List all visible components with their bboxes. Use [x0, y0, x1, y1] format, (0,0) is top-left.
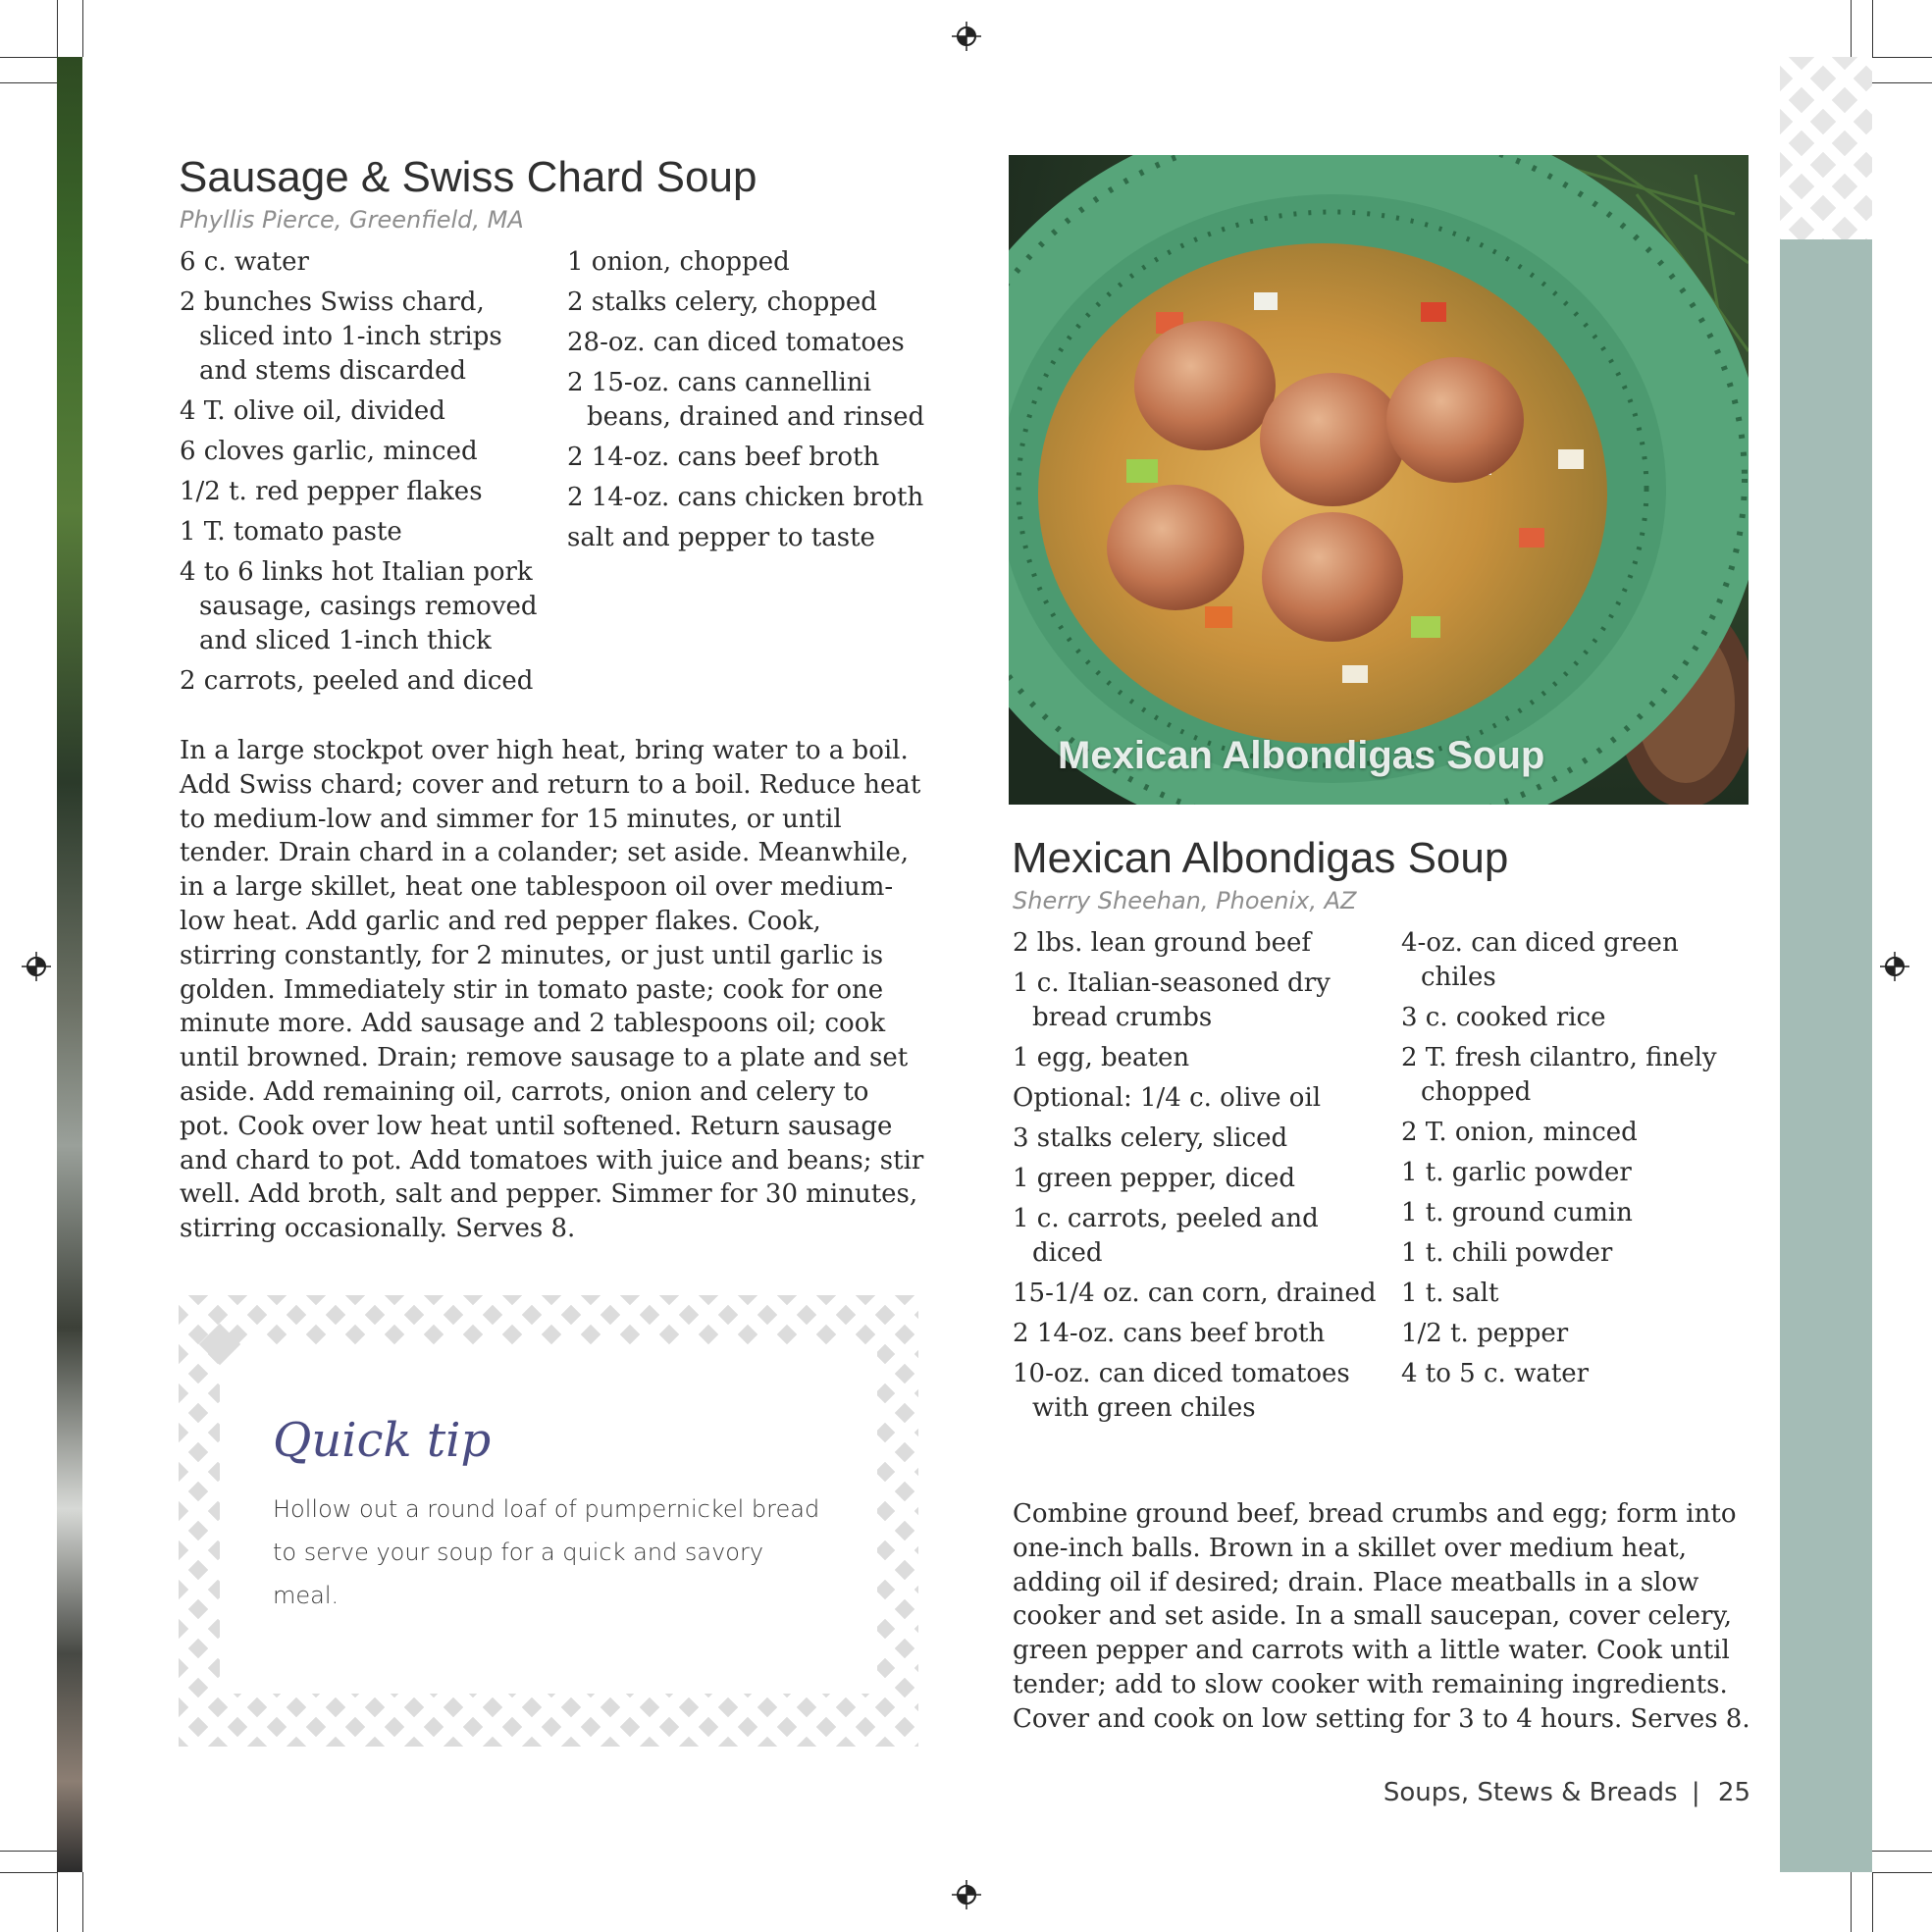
registration-mark-icon [1880, 952, 1909, 981]
ingredient-item: 1 onion, chopped [567, 247, 790, 277]
registration-mark-icon [22, 952, 51, 981]
ingredient-item: 3 stalks celery, sliced [1013, 1123, 1288, 1153]
crop-mark [1872, 1872, 1873, 1932]
ingredient-item: 2 15-oz. cans cannellini beans, drained and rinsed [567, 368, 925, 432]
crop-mark [82, 0, 83, 57]
quick-tip-text: Hollow out a round loaf of pumpernickel bread to serve your soup for a quick and savory meal. [273, 1495, 820, 1609]
recipe-title: Sausage & Swiss Chard Soup [179, 153, 757, 201]
photo-caption: Mexican Albondigas Soup [1058, 734, 1545, 777]
ingredient-item: 2 stalks celery, chopped [567, 287, 877, 317]
ingredient-item: 4 T. olive oil, divided [180, 396, 445, 426]
left-page-edge-photo [57, 57, 82, 1872]
crop-mark [0, 1872, 57, 1873]
ingredient-item: 10-oz. can diced tomatoes with green chiles [1013, 1359, 1350, 1423]
ingredient-item: 1 T. tomato paste [180, 517, 402, 547]
ingredient-item: 4 to 6 links hot Italian pork sausage, casings removed and sliced 1-inch thick [180, 557, 538, 655]
ingredient-item: 1/2 t. red pepper flakes [180, 477, 483, 506]
ingredient-item: 1 c. carrots, peeled and diced [1013, 1204, 1319, 1268]
crop-mark [57, 1872, 58, 1932]
ingredient-item: 15-1/4 oz. can corn, drained [1013, 1279, 1377, 1308]
quick-tip-title: Quick tip [273, 1413, 492, 1468]
crop-mark [1872, 1872, 1932, 1873]
crop-mark [0, 1851, 57, 1852]
ingredient-item: 2 T. onion, minced [1401, 1118, 1638, 1147]
ingredient-item: 6 cloves garlic, minced [180, 437, 478, 466]
page-footer [1276, 1778, 1750, 1807]
ingredient-item: 6 c. water [180, 247, 309, 277]
ingredient-item: salt and pepper to taste [567, 523, 875, 552]
crop-mark [1872, 57, 1932, 58]
crop-mark [1851, 1872, 1852, 1932]
ingredient-item: Optional: 1/4 c. olive oil [1013, 1083, 1322, 1113]
ingredient-item: 1 egg, beaten [1013, 1043, 1190, 1072]
ingredient-list-right [1401, 926, 1750, 1397]
recipe-directions: In a large stockpot over high heat, bring water to a boil. Add Swiss chard; cover and return to a boil. Reduce heat to medium-low and simmer for 15 minutes, or until tender. Drain chard in a colander; set aside. Meanwhile, in a large skillet, heat one tablespoon oil over medium-low heat. Add garlic and red pepper flakes. Cook, stirring constantly, for 2 minutes, or just until garlic is golden. Immediately stir in tomato paste; cook for one minute more. Add sausage and 2 tablespoons oil; cook until browned. Drain; remove sausage to a plate and set aside. Add remaining oil, carrots, onion and celery to pot. Cook over low heat until softened. Return sausage and chard to pot. Add tomatoes with juice and beans; stir well. Add broth, salt and pepper. Simmer for 30 minutes, stirring occasionally. Serves 8. [180, 736, 924, 1244]
ingredient-list-left [180, 245, 552, 705]
ingredient-item: 2 T. fresh cilantro, finely chopped [1401, 1043, 1717, 1107]
ingredient-item: 4-oz. can diced green chiles [1401, 928, 1679, 992]
recipe-title: Mexican Albondigas Soup [1012, 834, 1509, 882]
crop-mark [0, 57, 57, 58]
crop-mark [57, 0, 58, 57]
crop-mark [1851, 0, 1852, 57]
ingredient-item: 2 14-oz. cans beef broth [1013, 1319, 1326, 1348]
ingredient-list-left [1013, 926, 1385, 1432]
ingredient-item: 3 c. cooked rice [1401, 1003, 1606, 1032]
ingredient-item: 1 t. garlic powder [1401, 1158, 1632, 1187]
section-name: Soups, Stews & Breads [1383, 1778, 1678, 1807]
ingredient-list-right [567, 245, 926, 561]
quick-tip-box [179, 1295, 918, 1747]
right-tab-pattern [1780, 57, 1872, 239]
crop-mark [82, 1872, 83, 1932]
ingredient-item: 2 14-oz. cans beef broth [567, 443, 880, 472]
ingredient-item: 1 t. ground cumin [1401, 1198, 1633, 1227]
registration-mark-icon [952, 1880, 981, 1909]
crop-mark [0, 82, 57, 83]
page-number: 25 [1717, 1778, 1750, 1807]
soup-photo [1009, 155, 1749, 805]
crop-mark [1872, 0, 1873, 57]
ingredient-item: 2 lbs. lean ground beef [1013, 928, 1312, 958]
recipe-directions: Combine ground beef, bread crumbs and egg; form into one-inch balls. Brown in a skillet over medium heat, adding oil if desired; drain. Place meatballs in a slow cooker and set aside. In a small saucepan, cover celery, green pepper and carrots with a little water. Cook until tender; add to slow cooker with remaining ingredients. Cover and cook on low setting for 3 to 4 hours. Serves 8. [1013, 1499, 1750, 1734]
soup-illustration [1009, 155, 1749, 805]
recipe-byline: Phyllis Pierce, Greenfield, MA [180, 206, 524, 234]
ingredient-item: 2 carrots, peeled and diced [180, 666, 534, 696]
ingredient-item: 2 14-oz. cans chicken broth [567, 483, 924, 512]
ingredient-item: 2 bunches Swiss chard, sliced into 1-inch strips and stems discarded [180, 287, 502, 386]
ingredient-item: 28-oz. can diced tomatoes [567, 328, 905, 357]
registration-mark-icon [952, 22, 981, 51]
ingredient-item: 1 c. Italian-seasoned dry bread crumbs [1013, 968, 1331, 1032]
ingredient-item: 1 t. salt [1401, 1279, 1499, 1308]
crop-mark [1872, 1851, 1932, 1852]
ingredient-item: 1 t. chili powder [1401, 1238, 1613, 1268]
recipe-byline: Sherry Sheehan, Phoenix, AZ [1013, 887, 1357, 914]
footer-separator: | [1691, 1778, 1700, 1807]
crop-mark [1872, 82, 1932, 83]
right-chapter-tab [1780, 239, 1872, 1872]
ingredient-item: 4 to 5 c. water [1401, 1359, 1590, 1388]
ingredient-item: 1 green pepper, diced [1013, 1164, 1296, 1193]
ingredient-item: 1/2 t. pepper [1401, 1319, 1569, 1348]
